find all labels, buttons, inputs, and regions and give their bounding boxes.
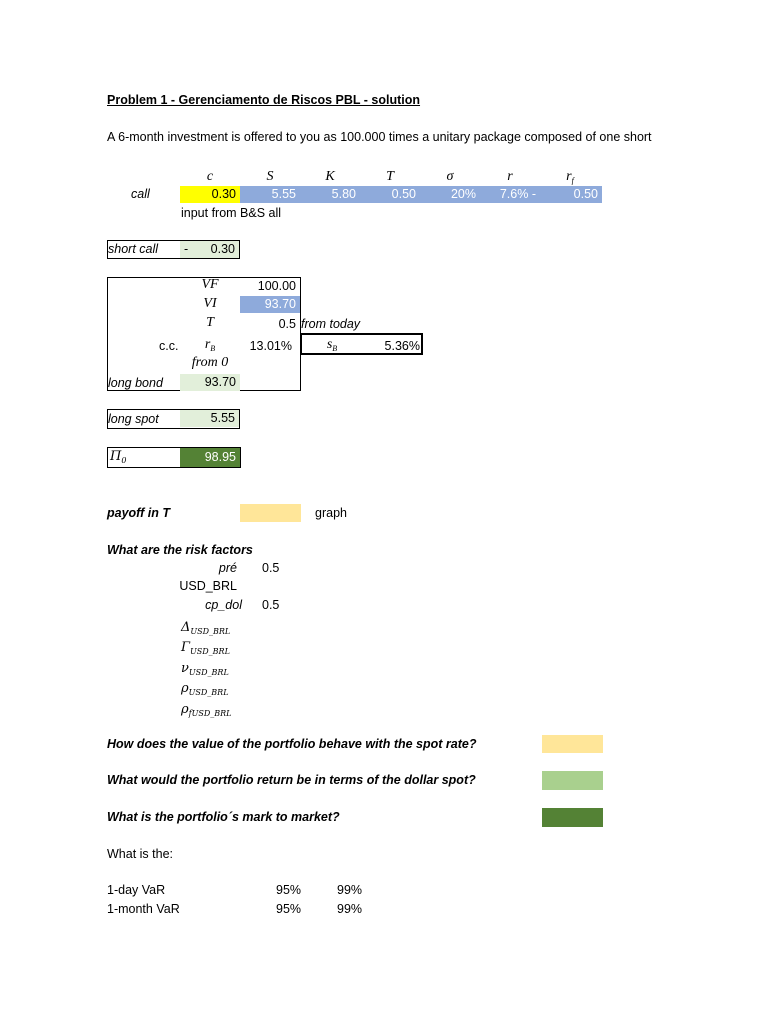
graph-label: graph <box>315 506 347 520</box>
question-mark-to-market: What is the portfolio´s mark to market? <box>107 810 340 824</box>
header-s: S <box>266 169 274 184</box>
long-spot-value[interactable]: 5.55 <box>180 410 239 427</box>
answer-portfolio-return[interactable] <box>542 771 603 790</box>
value-c[interactable]: 0.30 <box>180 186 240 203</box>
pre-label: pré <box>218 561 237 575</box>
long-bond-label: long bond <box>108 376 163 390</box>
header-rf: $r_f$ <box>566 169 574 185</box>
t-note: from today <box>301 317 361 331</box>
question-portfolio-return: What would the portfolio return be in terms of the dollar spot? <box>107 773 476 787</box>
long-bond-value[interactable]: 93.70 <box>180 374 240 391</box>
value-s[interactable]: 5.55 <box>240 186 300 203</box>
greek-delta: $\Delta_{USD\_BRL}$ <box>181 620 231 636</box>
pre-value: 0.5 <box>262 561 280 575</box>
var-label-1month: 1-month VaR <box>107 902 180 916</box>
usd-brl-label: USD_BRL <box>179 579 237 593</box>
greek-rho-f: $\rho_{fUSD\_BRL}$ <box>181 702 232 718</box>
short-call-value: 0.30 <box>210 242 235 256</box>
value-sigma[interactable]: 20% <box>420 186 480 203</box>
value-r[interactable]: 7.6% - <box>480 186 540 203</box>
var-1day-95: 95% <box>276 883 302 897</box>
short-call-cell[interactable] <box>180 241 239 258</box>
intro-text: A 6-month investment is offered to you as 100.000 times a unitary package composed of one short <box>107 130 652 144</box>
rb-value: 13.01% <box>249 339 292 353</box>
rb-label: $r_B$ <box>204 337 216 353</box>
var-label-1day: 1-day VaR <box>107 883 166 897</box>
cp-dol-value: 0.5 <box>262 598 280 612</box>
vi-label: VI <box>203 296 217 311</box>
vf-label: VF <box>201 277 219 292</box>
long-spot-label: long spot <box>108 412 159 426</box>
var-1day-99: 99% <box>337 883 363 897</box>
value-k[interactable]: 5.80 <box>300 186 360 203</box>
input-note: input from B&S all <box>181 206 282 220</box>
greek-vega: $\nu_{USD\_BRL}$ <box>181 661 229 677</box>
header-r: r <box>507 169 513 184</box>
answer-mark-to-market[interactable] <box>542 808 603 827</box>
header-t: T <box>386 169 394 184</box>
var-1month-99: 99% <box>337 902 363 916</box>
short-call-label: short call <box>108 242 159 256</box>
header-c: c <box>206 169 214 184</box>
short-call-dash: - <box>184 242 189 256</box>
var-1month-95: 95% <box>276 902 302 916</box>
vi-value[interactable]: 93.70 <box>240 296 300 313</box>
header-sigma: σ <box>446 169 454 184</box>
cc-label: c.c. <box>159 339 179 353</box>
payoff-cell[interactable] <box>240 504 301 522</box>
greek-gamma: $\Gamma_{USD\_BRL}$ <box>181 640 230 656</box>
call-label: call <box>131 187 150 201</box>
from0-label: from 0 <box>191 355 229 370</box>
question-what-is: What is the: <box>107 847 173 861</box>
question-spot-behaviour: How does the value of the portfolio behave with the spot rate? <box>107 737 477 751</box>
risk-heading: What are the risk factors <box>107 543 253 557</box>
t-value: 0.5 <box>278 317 296 331</box>
page-title: Problem 1 - Gerenciamento de Riscos PBL - solution <box>107 93 421 107</box>
t-label: T <box>206 315 214 330</box>
pi-label: $\Pi_0$ <box>110 449 127 465</box>
pi-value[interactable]: 98.95 <box>180 448 240 467</box>
cp-dol-label: cp_dol <box>205 598 242 612</box>
sb-value: 5.36% <box>384 339 420 353</box>
value-t[interactable]: 0.50 <box>360 186 420 203</box>
header-k: K <box>325 169 335 184</box>
value-rf[interactable]: 0.50 <box>540 186 602 203</box>
answer-spot-behaviour[interactable] <box>542 735 603 753</box>
sb-label: $s_B$ <box>326 337 338 353</box>
vf-value: 100.00 <box>257 279 296 293</box>
payoff-label: payoff in T <box>107 506 170 520</box>
greek-rho: $\rho_{USD\_BRL}$ <box>181 681 229 697</box>
